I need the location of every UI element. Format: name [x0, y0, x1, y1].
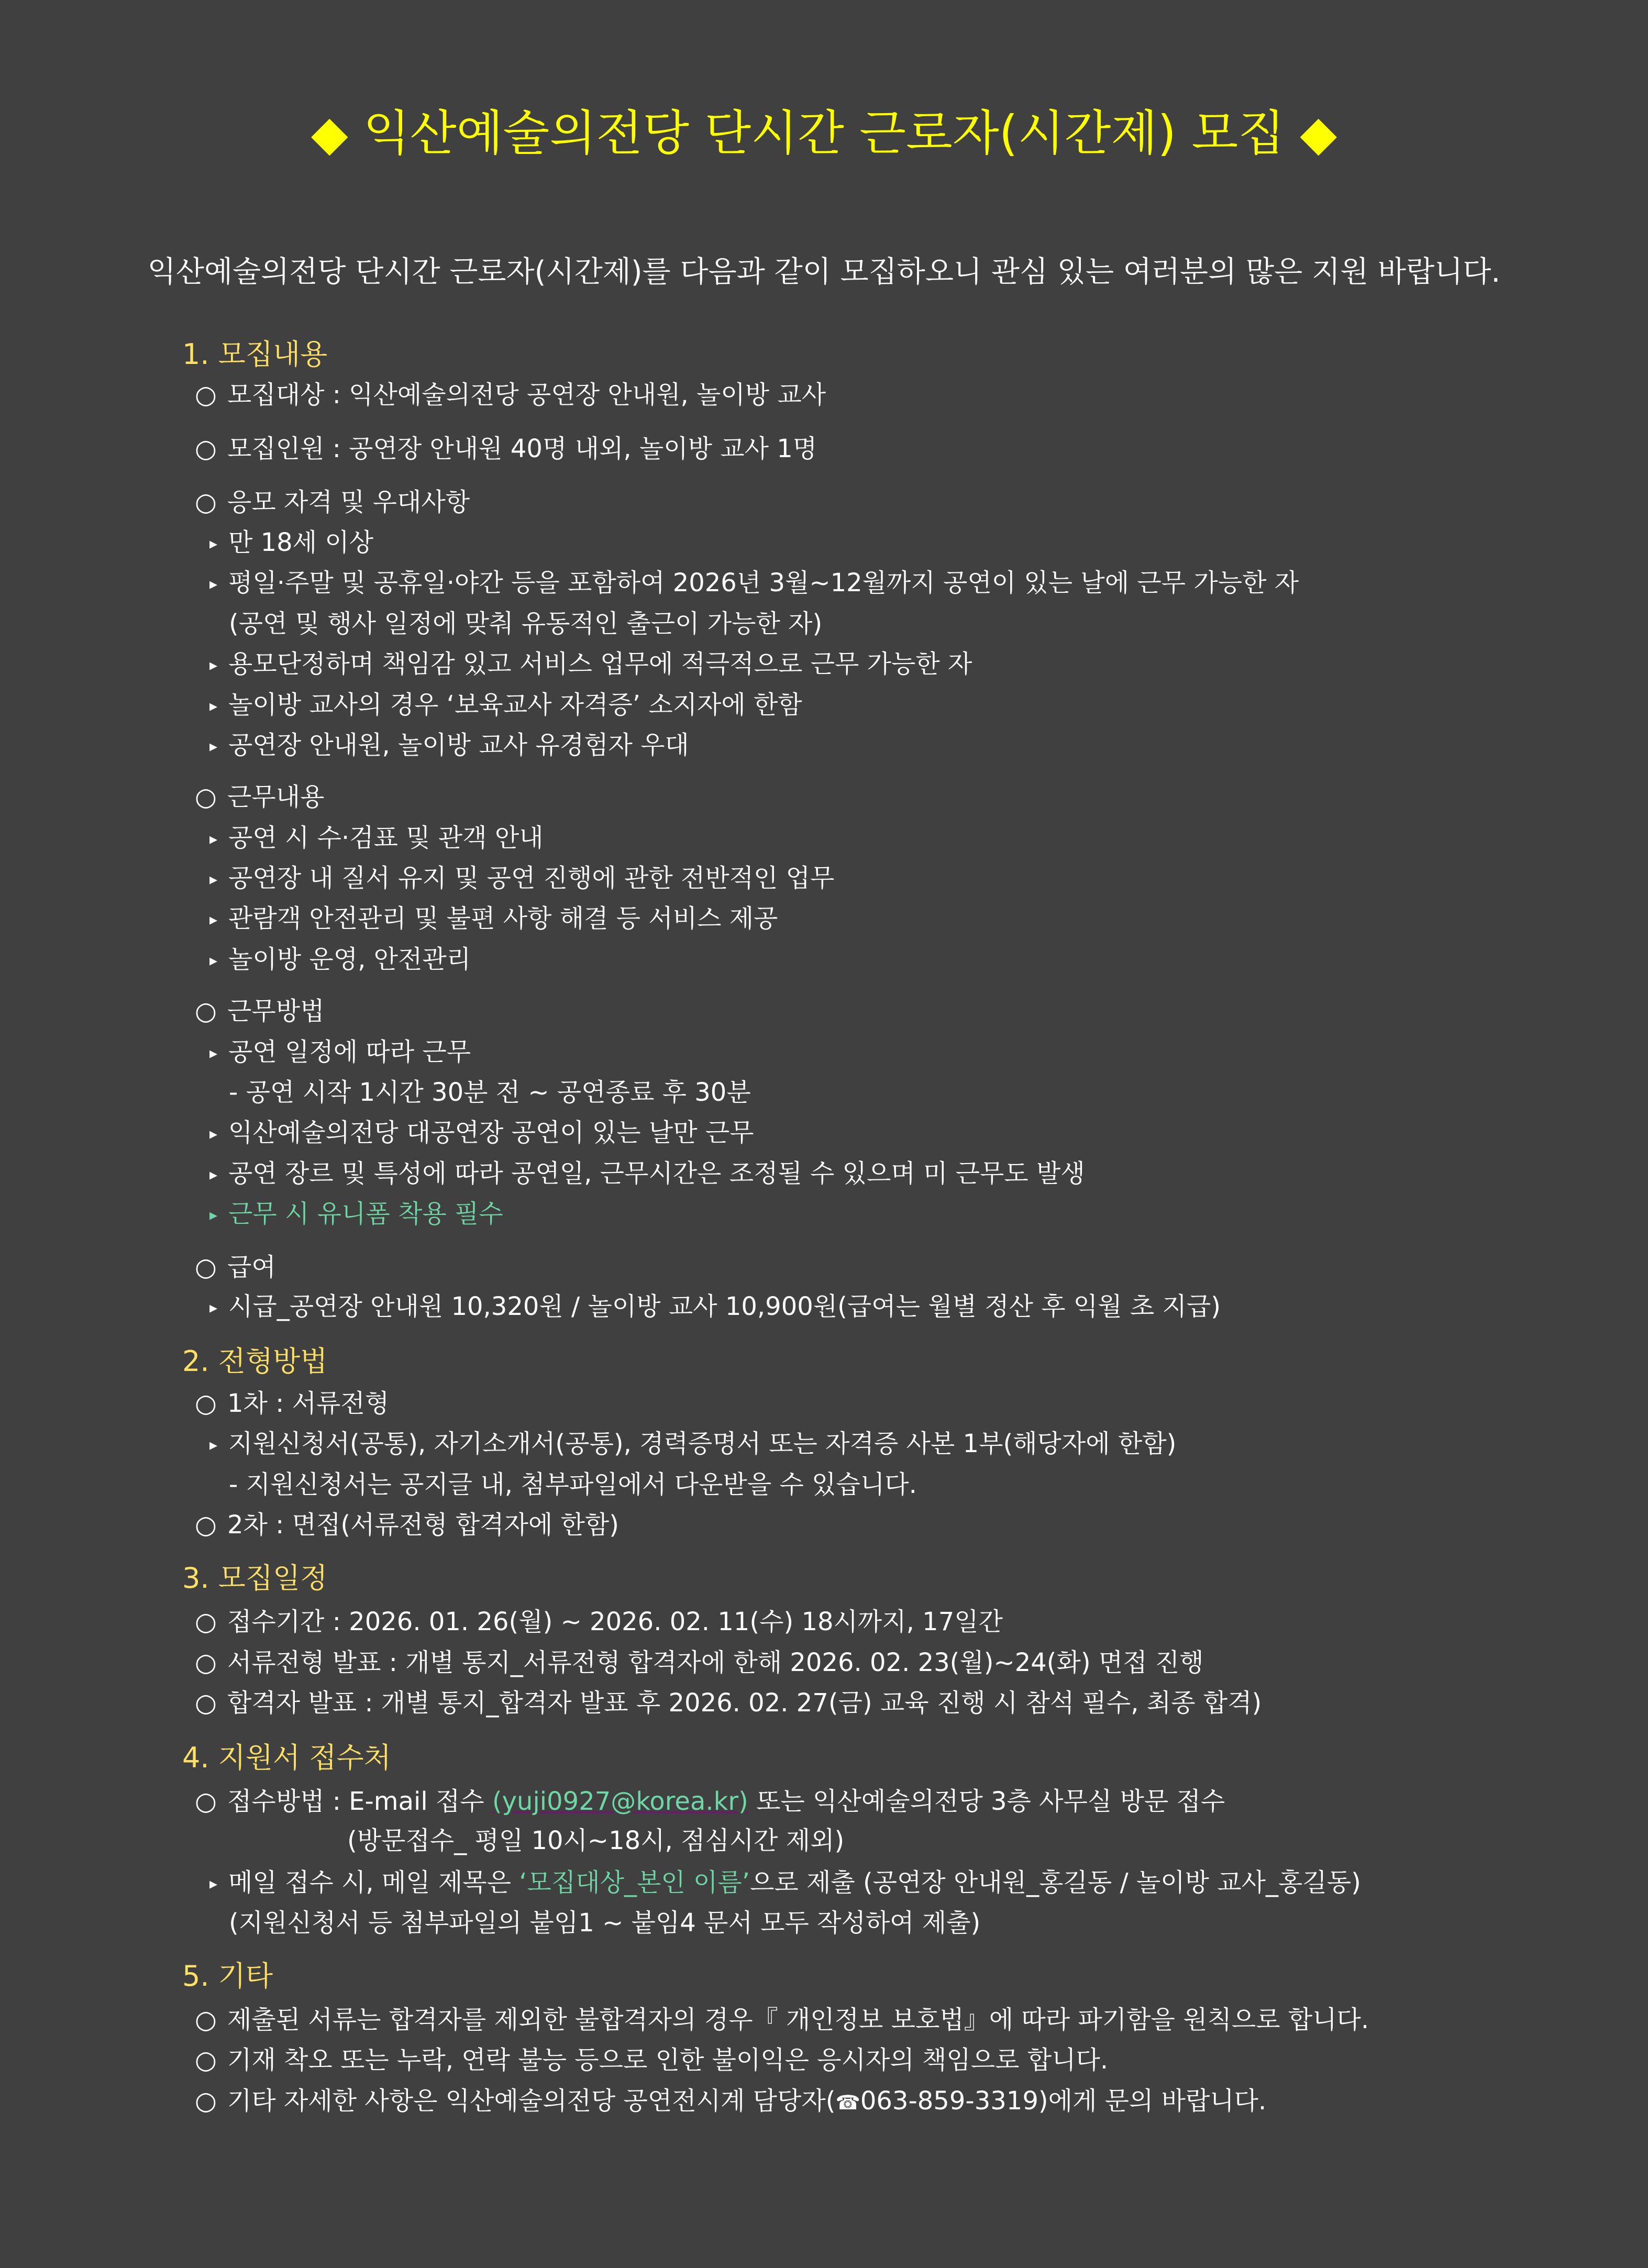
- list-item: [195, 430, 817, 467]
- list-item: [195, 1249, 276, 1286]
- item-text: 메일 접수 시, 메일 제목은: [228, 1868, 519, 1897]
- list-item: [195, 1603, 1003, 1640]
- list-item: [195, 779, 324, 815]
- triangle-bullet-icon: ▸: [209, 1125, 218, 1143]
- item-text: 접수방법 : E-mail 접수: [227, 1787, 492, 1816]
- list-item: [195, 1507, 619, 1543]
- triangle-bullet-icon: ▸: [209, 952, 218, 970]
- triangle-bullet-icon: ▸: [209, 1875, 218, 1893]
- sub-item: [209, 646, 972, 684]
- sub-item: [209, 524, 373, 562]
- section-heading-2: 2. 전형방법: [182, 1345, 328, 1378]
- item-text: 또는 익산예술의전당 3층 사무실 방문 접수: [748, 1787, 1225, 1816]
- circle-bullet-icon: ○: [195, 1648, 217, 1677]
- list-item: [195, 2001, 1369, 2038]
- item-text: 응모 자격 및 우대사항: [227, 488, 470, 517]
- circle-bullet-icon: ○: [195, 1389, 217, 1418]
- section-heading-4: 4. 지원서 접수처: [182, 1741, 391, 1774]
- item-text: 시급_공연장 안내원 10,320원 / 놀이방 교사 10,900원(급여는 월별 정산 후 익월 초 지급): [228, 1292, 1221, 1321]
- item-text: 기재 착오 또는 누락, 연락 불능 등으로 인한 불이익은 응시자의 책임으로 합니다.: [227, 2045, 1109, 2075]
- triangle-bullet-icon: ▸: [209, 830, 218, 848]
- item-text: 공연 일정에 따라 근무: [228, 1037, 471, 1067]
- circle-bullet-icon: ○: [195, 380, 217, 410]
- sub-item-continued: - 공연 시작 1시간 30분 전 ~ 공연종료 후 30분: [229, 1078, 751, 1107]
- item-text: 063-859-3319)에게 문의 바랍니다.: [860, 2086, 1267, 2116]
- list-item: [195, 1685, 1262, 1721]
- item-text: 2차 : 면접(서류전형 합격자에 한함): [227, 1510, 619, 1540]
- item-text: 근무 시 유니폼 착용 필수: [228, 1199, 503, 1229]
- triangle-bullet-icon: ▸: [209, 737, 218, 756]
- item-text: 공연 시 수·검표 및 관객 안내: [228, 823, 544, 853]
- item-text: 공연 장르 및 특성에 따라 공연일, 근무시간은 조정될 수 있으며 미 근무도 발생: [228, 1159, 1085, 1188]
- item-text: 만 18세 이상: [228, 528, 374, 557]
- sub-item: [209, 860, 834, 898]
- circle-bullet-icon: ○: [195, 1787, 217, 1816]
- item-text: 관람객 안전관리 및 불편 사항 해결 등 서비스 제공: [228, 904, 778, 933]
- sub-item: [209, 727, 689, 765]
- item-text: 합격자 발표 : 개별 통지_합격자 발표 후 2026. 02. 27(금) 교육 진행 시 참석 필수, 최종 합격): [227, 1688, 1262, 1718]
- item-text: 접수기간 : 2026. 01. 26(월) ~ 2026. 02. 11(수) 18시까지, 17일간: [227, 1607, 1003, 1636]
- item-text: 근무내용: [227, 782, 325, 812]
- sub-item-continued: (공연 및 행사 일정에 맞춰 유동적인 출근이 가능한 자): [229, 609, 823, 638]
- list-item: [195, 2042, 1108, 2078]
- section-heading-1: 1. 모집내용: [182, 338, 328, 371]
- triangle-bullet-icon: ▸: [209, 656, 218, 674]
- sub-item: [209, 941, 471, 979]
- sub-item: [209, 687, 802, 725]
- section-heading-3: 3. 모집일정: [182, 1562, 328, 1595]
- item-text: 지원신청서(공통), 자기소개서(공통), 경력증명서 또는 자격증 사본 1부(해당자에 한함): [228, 1429, 1177, 1458]
- item-text: 서류전형 발표 : 개별 통지_서류전형 합격자에 한해 2026. 02. 23(월)~24(화) 면접 진행: [227, 1648, 1204, 1677]
- triangle-bullet-icon: ▸: [209, 1044, 218, 1063]
- item-text: 놀이방 운영, 안전관리: [228, 945, 471, 974]
- item-text: 급여: [227, 1253, 276, 1282]
- list-item: [195, 1783, 1225, 1820]
- sub-item: [209, 565, 1299, 603]
- circle-bullet-icon: ○: [195, 997, 217, 1026]
- intro-text: 익산예술의전당 단시간 근로자(시간제)를 다음과 같이 모집하오니 관심 있는 여러분의 많은 지원 바랍니다.: [147, 255, 1501, 289]
- subject-format-highlight: ‘모집대상_본인 이름’: [519, 1868, 750, 1897]
- sub-item: [209, 1288, 1221, 1326]
- item-text: 제출된 서류는 합격자를 제외한 불합격자의 경우『 개인정보 보호법』에 따라 파기함을 원칙으로 합니다.: [227, 2005, 1369, 2034]
- triangle-bullet-icon: ▸: [209, 1436, 218, 1454]
- circle-bullet-icon: ○: [195, 2045, 217, 2075]
- item-text: 공연장 안내원, 놀이방 교사 유경험자 우대: [228, 731, 689, 760]
- sub-item: [209, 900, 778, 938]
- list-item: [195, 993, 324, 1030]
- sub-item: [209, 1864, 1361, 1902]
- triangle-bullet-icon: ▸: [209, 1299, 218, 1317]
- item-text: 놀이방 교사의 경우 ‘보육교사 자격증’ 소지자에 한함: [228, 690, 802, 720]
- item-text: 모집대상 : 익산예술의전당 공연장 안내원, 놀이방 교사: [227, 380, 826, 410]
- triangle-bullet-icon: ▸: [209, 1206, 218, 1224]
- circle-bullet-icon: ○: [195, 1607, 217, 1636]
- list-item: [195, 484, 470, 521]
- section-heading-5: 5. 기타: [182, 1960, 273, 1993]
- circle-bullet-icon: ○: [195, 1510, 217, 1540]
- circle-bullet-icon: ○: [195, 1688, 217, 1718]
- circle-bullet-icon: ○: [195, 2005, 217, 2034]
- circle-bullet-icon: ○: [195, 1253, 217, 1282]
- item-text: 1차 : 서류전형: [227, 1389, 390, 1418]
- sub-item: [209, 1155, 1085, 1193]
- triangle-bullet-icon: ▸: [209, 697, 218, 715]
- sub-item-continued: - 지원신청서는 공지글 내, 첨부파일에서 다운받을 수 있습니다.: [229, 1470, 917, 1499]
- item-text: 평일·주말 및 공휴일·야간 등을 포함하여 2026년 3월~12월까지 공연이 있는 날에 근무 가능한 자: [228, 568, 1299, 598]
- triangle-bullet-icon: ▸: [209, 870, 218, 889]
- list-item: [195, 1385, 389, 1422]
- item-text: 공연장 내 질서 유지 및 공연 진행에 관한 전반적인 업무: [228, 864, 835, 893]
- circle-bullet-icon: ○: [195, 2086, 217, 2116]
- sub-item-continued: (지원신청서 등 첨부파일의 붙임1 ~ 붙임4 문서 모두 작성하여 제출): [229, 1908, 981, 1938]
- item-text: 익산예술의전당 대공연장 공연이 있는 날만 근무: [228, 1118, 754, 1147]
- sub-item: [209, 1034, 471, 1072]
- item-text: 근무방법: [227, 997, 325, 1026]
- sub-item-highlight: [209, 1196, 503, 1234]
- list-item: [195, 2083, 1266, 2121]
- list-item: [195, 377, 826, 413]
- email-link[interactable]: (yuji0927@korea.kr): [492, 1787, 748, 1816]
- sub-item: [209, 1114, 754, 1153]
- item-text: 용모단정하며 책임감 있고 서비스 업무에 적극적으로 근무 가능한 자: [228, 649, 972, 679]
- triangle-bullet-icon: ▸: [209, 575, 218, 593]
- item-text: 기타 자세한 사항은 익산예술의전당 공연전시계 담당자(: [227, 2086, 836, 2116]
- circle-bullet-icon: ○: [195, 782, 217, 812]
- triangle-bullet-icon: ▸: [209, 911, 218, 929]
- list-item: [195, 1644, 1204, 1681]
- item-text: 으로 제출 (공연장 안내원_홍길동 / 놀이방 교사_홍길동): [749, 1868, 1361, 1897]
- triangle-bullet-icon: ▸: [209, 535, 218, 553]
- sub-item: [209, 820, 544, 858]
- circle-bullet-icon: ○: [195, 488, 217, 517]
- circle-bullet-icon: ○: [195, 434, 217, 463]
- sub-item: [209, 1425, 1176, 1464]
- triangle-bullet-icon: ▸: [209, 1166, 218, 1184]
- item-text: 모집인원 : 공연장 안내원 40명 내외, 놀이방 교사 1명: [227, 434, 817, 463]
- sub-item-continued: (방문접수_ 평일 10시~18시, 점심시간 제외): [347, 1826, 845, 1855]
- phone-icon: ☎: [835, 2091, 860, 2114]
- page-title: ◆ 익산예술의전당 단시간 근로자(시간제) 모집 ◆: [311, 105, 1337, 161]
